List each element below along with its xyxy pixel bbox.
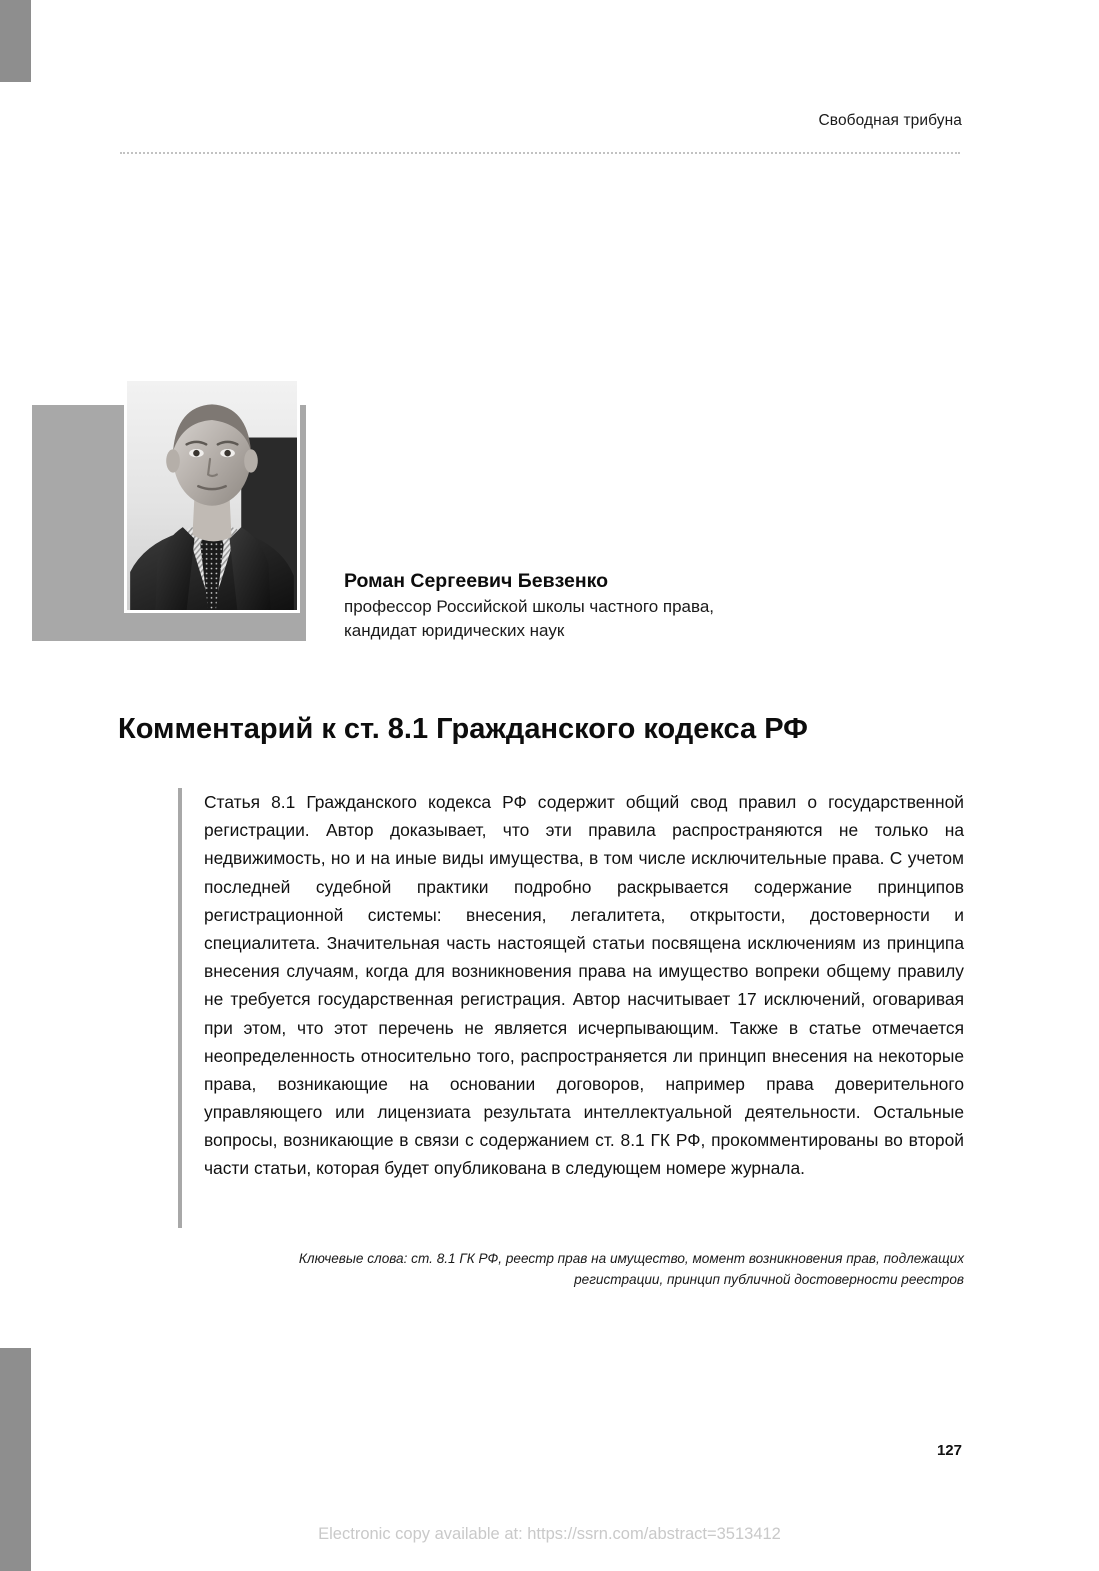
running-head: Свободная трибуна	[818, 112, 962, 129]
author-name: Роман Сергеевич Бевзенко	[344, 570, 609, 592]
abstract-section	[178, 788, 964, 1183]
author-role-line-2: кандидат юридических наук	[344, 621, 565, 641]
page-number: 127	[936, 1442, 962, 1459]
ssrn-availability-notice: Electronic copy available at: https://ssrn.com/abstract=3513412	[318, 1525, 781, 1543]
author-portrait-photo	[127, 381, 297, 610]
author-block	[0, 378, 960, 648]
header-divider	[120, 152, 960, 154]
decorative-edge-bar-top	[0, 0, 31, 82]
author-photo-frame	[124, 378, 300, 613]
author-details	[344, 568, 904, 644]
abstract-text: Статья 8.1 Гражданского кодекса РФ содержит общий свод правил о государственной регистрации. Автор доказывает, что эти правила распространяются не только на недвижимость, но и на иные виды имущества, в том числе исключительные права. С учетом последней судебной практики подробно раскрывается содержание принципов регистрационной системы: внесения, легалитета, открытости, достоверности и специалитета. Значительная часть настоящей статьи посвящена исключениям из принципа внесения случаям, когда для возникновения права на имущество вопреки общему правилу не требуется государственная регистрация. Автор насчитывает 17 исключений, оговаривая при этом, что этот перечень не является исчерпывающим. Также в статье отмечается неопределенность относительно того, распространяется ли принцип внесения на некоторые права, возникающие на основании договоров, например права доверительного управляющего или лицензиата результата интеллектуальной деятельности. Остальные вопросы, возникающие в связи с содержанием ст. 8.1 ГК РФ, прокомментированы во второй части статьи, которая будет опубликована в следующем номере журнала.	[204, 792, 964, 1179]
keywords-line: Ключевые слова: ст. 8.1 ГК РФ, реестр прав на имущество, момент возникновения прав, подлежащих регистрации, принцип публичной достоверности реестров	[298, 1251, 964, 1287]
article-title: Комментарий к ст. 8.1 Гражданского кодекса РФ	[118, 713, 808, 745]
author-role-line-1: профессор Российской школы частного права,	[344, 597, 715, 617]
abstract-accent-rule	[178, 788, 182, 1228]
